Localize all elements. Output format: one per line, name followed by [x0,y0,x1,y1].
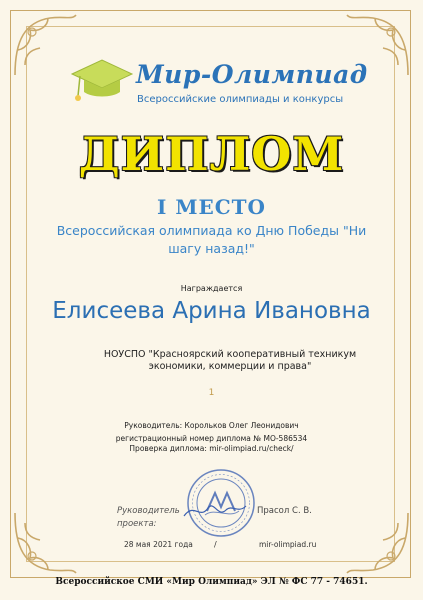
diploma-number: 1 [208,388,215,398]
footer-registration: Всероссийское СМИ «Мир Олимпиад» ЭЛ № ФС 77 - 74651. [55,577,368,587]
leader-line: Руководитель: Корольков Олег Леонидович [124,421,299,430]
signature-label [117,505,180,531]
separator: / [214,540,217,549]
site-link[interactable]: mir-olimpiad.ru [259,540,317,549]
stamp-seal [185,467,257,539]
place-label: I МЕСТО [157,195,266,219]
signature-label-line2: проекта: [117,519,157,529]
signer-name: Прасол С. В. [257,506,312,516]
recipient-name: Елисеева Арина Ивановна [52,298,371,324]
check-url: Проверка диплома: mir-olimpiad.ru/check/ [129,444,294,453]
logo-subtitle: Всероссийские олимпиады и конкурсы [137,94,344,105]
logo-title: Мир-Олимпиад [136,60,368,89]
corner-ornament-bottom-left [10,508,80,578]
diploma-heading: ДИПЛОМ [78,127,345,181]
corner-ornament-bottom-right [343,508,413,578]
issue-date: 28 мая 2021 года [124,540,193,549]
registration-number: регистрационный номер диплома № МО-586534 [115,434,308,443]
awarded-label: Награждается [180,284,243,293]
signature-label-line1: Руководитель [117,506,180,516]
graduation-cap-icon [68,52,134,108]
olympiad-title: Всероссийская олимпиада ко Дню Победы "Ни шагу назад!" [56,223,367,256]
organization: НОУСПО "Красноярский кооперативный техникум экономики, коммерции и права" [103,349,357,372]
